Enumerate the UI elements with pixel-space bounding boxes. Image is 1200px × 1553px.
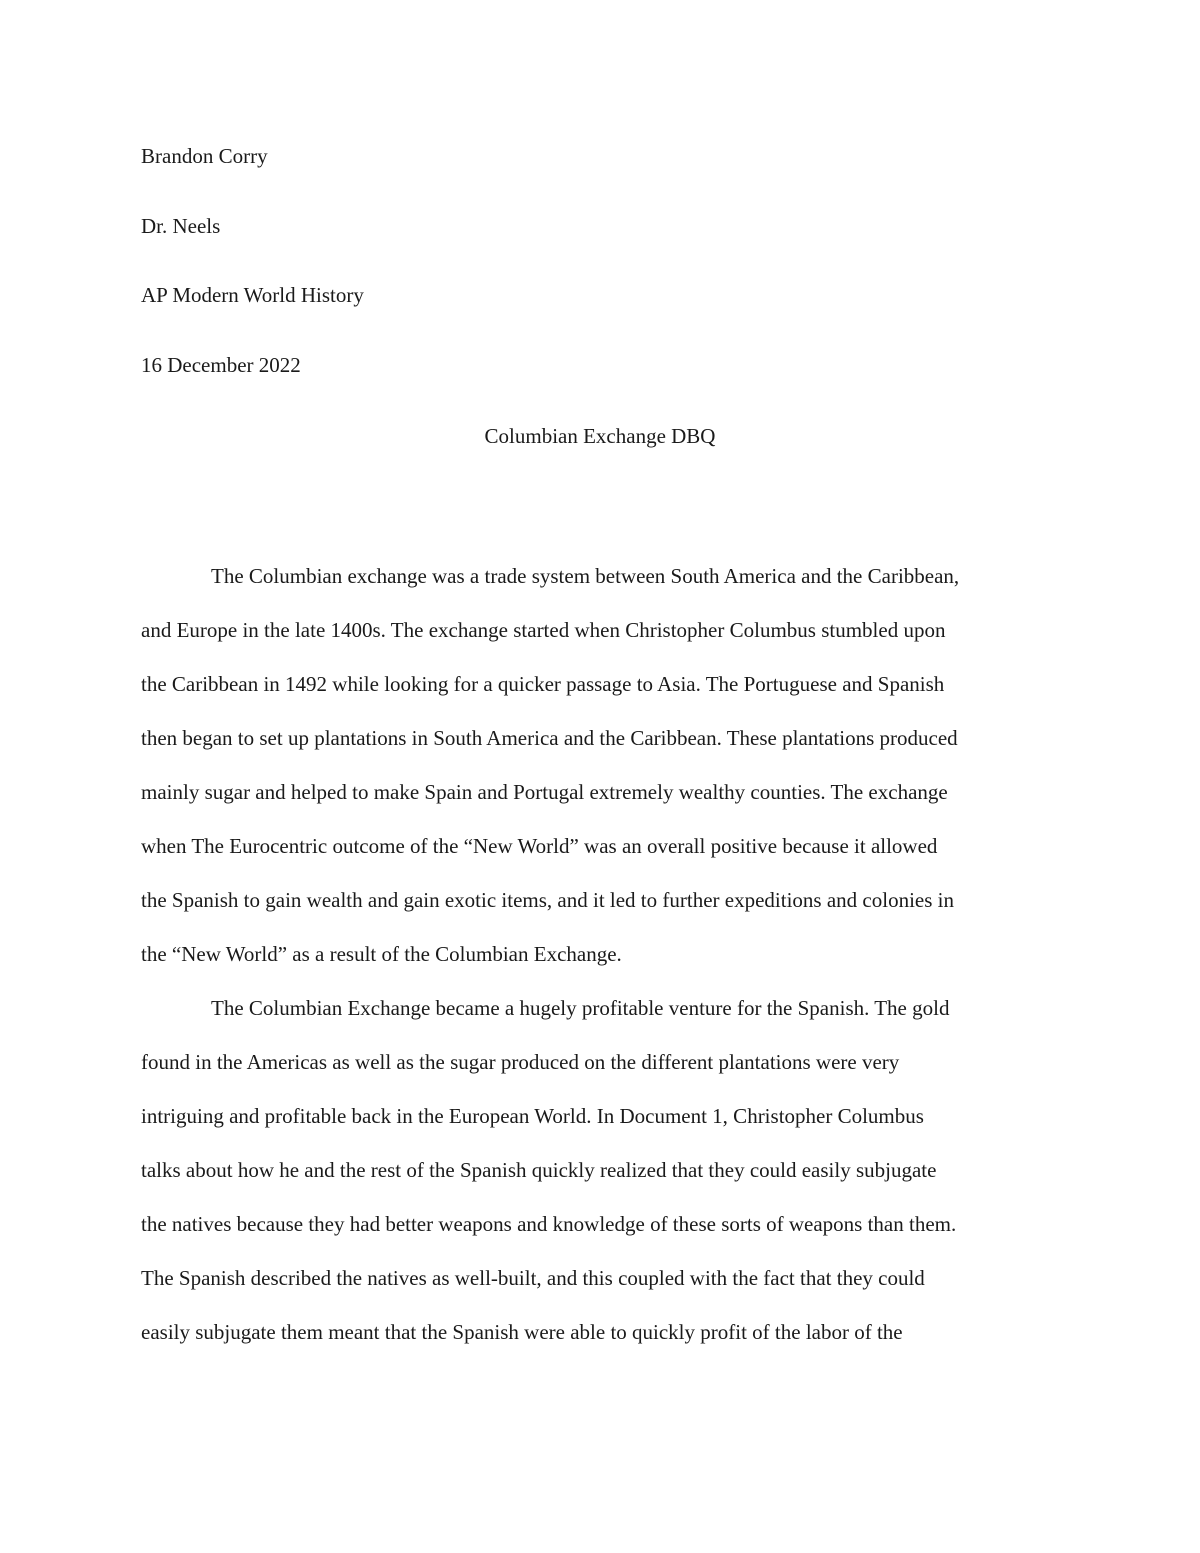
- paragraph-line: easily subjugate them meant that the Spanish were able to quickly profit of the labor of the: [141, 1320, 903, 1344]
- paragraph-line: then began to set up plantations in South America and the Caribbean. These plantations produced: [141, 726, 958, 750]
- paragraph-line: talks about how he and the rest of the Spanish quickly realized that they could easily subjugate: [141, 1158, 937, 1182]
- essay-date: 16 December 2022: [141, 352, 301, 377]
- essay-title: Columbian Exchange DBQ: [484, 424, 716, 448]
- paragraph-line: The Columbian exchange was a trade system between South America and the Caribbean,: [211, 564, 960, 588]
- student-name: Brandon Corry: [141, 144, 268, 168]
- paragraph: [141, 560, 1061, 992]
- paragraph-line: intriguing and profitable back in the European World. In Document 1, Christopher Columbus: [141, 1104, 924, 1128]
- paragraph-line: The Spanish described the natives as well-built, and this coupled with the fact that they could: [141, 1266, 925, 1290]
- mla-heading: [141, 140, 364, 418]
- paragraph-line: the “New World” as a result of the Columbian Exchange.: [141, 942, 622, 966]
- course-name: AP Modern World History: [141, 283, 364, 307]
- paragraph-line: when The Eurocentric outcome of the “New World” was an overall positive because it allowed: [141, 834, 938, 858]
- paragraph-line: The Columbian Exchange became a hugely profitable venture for the Spanish. The gold: [211, 996, 950, 1020]
- essay-body: [141, 560, 1061, 1370]
- paragraph-line: the Spanish to gain wealth and gain exotic items, and it led to further expeditions and colonies in: [141, 888, 954, 912]
- paragraph-line: and Europe in the late 1400s. The exchange started when Christopher Columbus stumbled upon: [141, 618, 946, 642]
- paragraph-line: found in the Americas as well as the sugar produced on the different plantations were very: [141, 1050, 900, 1074]
- paragraph-line: the Caribbean in 1492 while looking for a quicker passage to Asia. The Portuguese and Spanish: [141, 672, 945, 696]
- instructor-name: Dr. Neels: [141, 213, 221, 238]
- paragraph-line: mainly sugar and helped to make Spain and Portugal extremely wealthy counties. The exchange: [141, 780, 948, 804]
- paragraph-line: the natives because they had better weapons and knowledge of these sorts of weapons than them.: [141, 1212, 957, 1236]
- paragraph: [141, 992, 1061, 1370]
